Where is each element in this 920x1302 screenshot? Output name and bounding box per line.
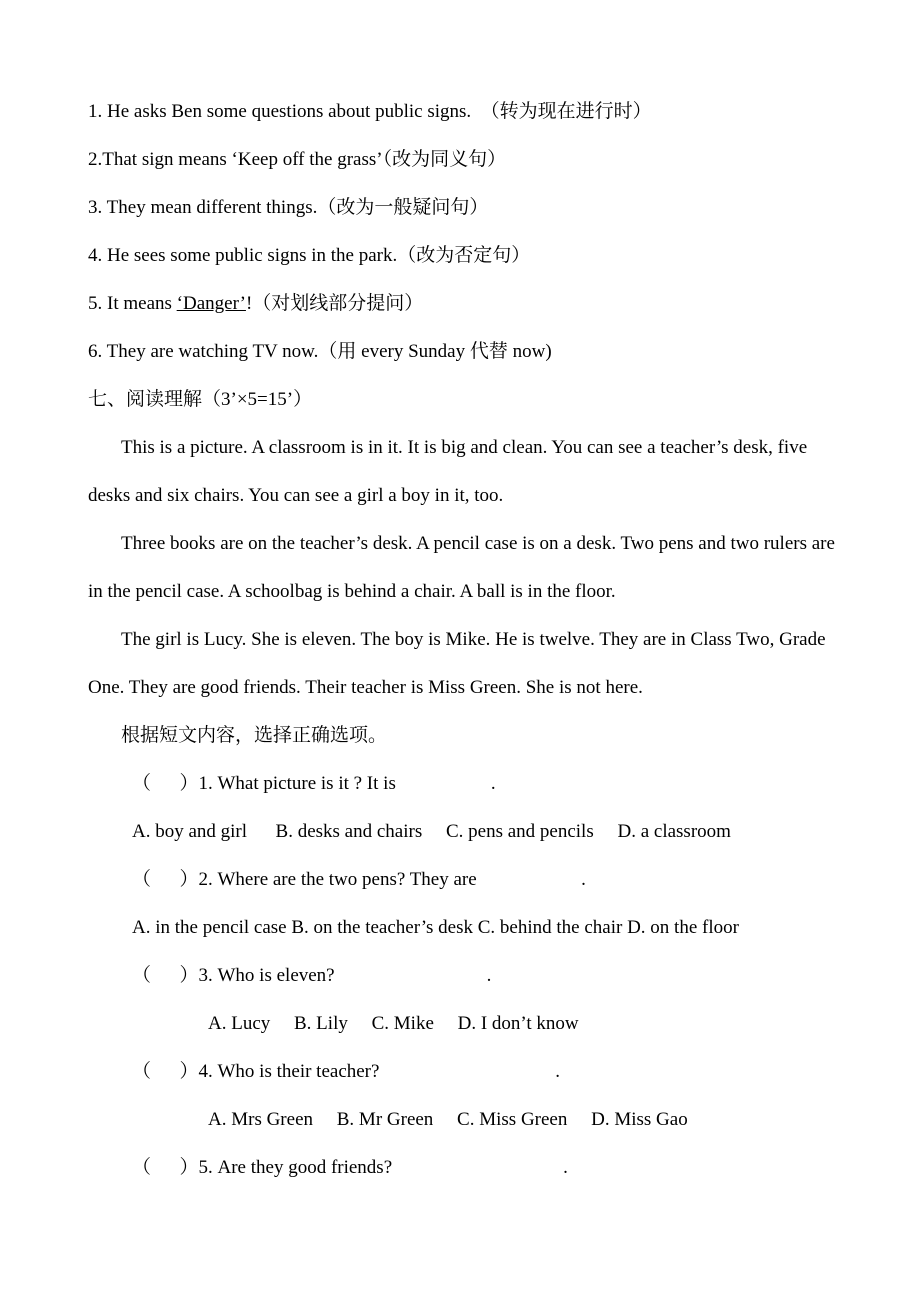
rewrite-item-2: 2.That sign means ‘Keep off the grass’（改为同义句） [88,149,507,170]
rewrite-item-4: 4. He sees some public signs in the park.（改为否定句） [88,245,531,266]
question-2-stem: （ ）2. Where are the two pens? They are . [132,869,586,890]
underlined-word: ‘Danger’ [176,293,246,314]
rewrite-item-5-pre: 5. It means [88,293,177,314]
question-4-options: A. Mrs Green B. Mr Green C. Miss Green D. Miss Gao [208,1109,688,1130]
passage-paragraph-1: This is a picture. A classroom is in it. It is big and clean. You can see a teacher’s desk, five desks and six chairs. You can see a girl a boy in it, too. [88,437,812,506]
rewrite-item-5-post: !（对划线部分提问） [245,293,424,314]
rewrite-item-1: 1. He asks Ben some questions about public signs. （转为现在进行时） [88,101,652,122]
question-3-options: A. Lucy B. Lily C. Mike D. I don’t know [208,1013,579,1034]
answer-instruction: 根据短文内容，选择正确选项。 [121,725,388,746]
passage-paragraph-2: Three books are on the teacher’s desk. A pencil case is on a desk. Two pens and two rulers are in the pencil case. A schoolbag is behind a chair. A ball is in the floor. [88,533,840,602]
rewrite-item-3: 3. They mean different things.（改为一般疑问句） [88,197,489,218]
question-3-stem: （ ）3. Who is eleven? . [132,965,492,986]
question-1-stem: （ ）1. What picture is it ? It is . [132,773,496,794]
section-heading-reading: 七、阅读理解（3’×5=15’） [88,389,313,410]
passage-paragraph-3: The girl is Lucy. She is eleven. The boy is Mike. He is twelve. They are in Class Two, Grade One. They are good friends. Their teacher is Miss Green. She is not here. [88,629,831,698]
question-5-stem: （ ）5. Are they good friends? . [132,1157,568,1178]
rewrite-item-6: 6. They are watching TV now.（用 every Sunday 代替 now) [88,341,552,362]
question-1-options: A. boy and girl B. desks and chairs C. pens and pencils D. a classroom [132,821,731,842]
question-2-options: A. in the pencil case B. on the teacher’s desk C. behind the chair D. on the floor [132,917,739,938]
question-4-stem: （ ）4. Who is their teacher? . [132,1061,560,1082]
rewrite-item-5 [88,280,836,328]
